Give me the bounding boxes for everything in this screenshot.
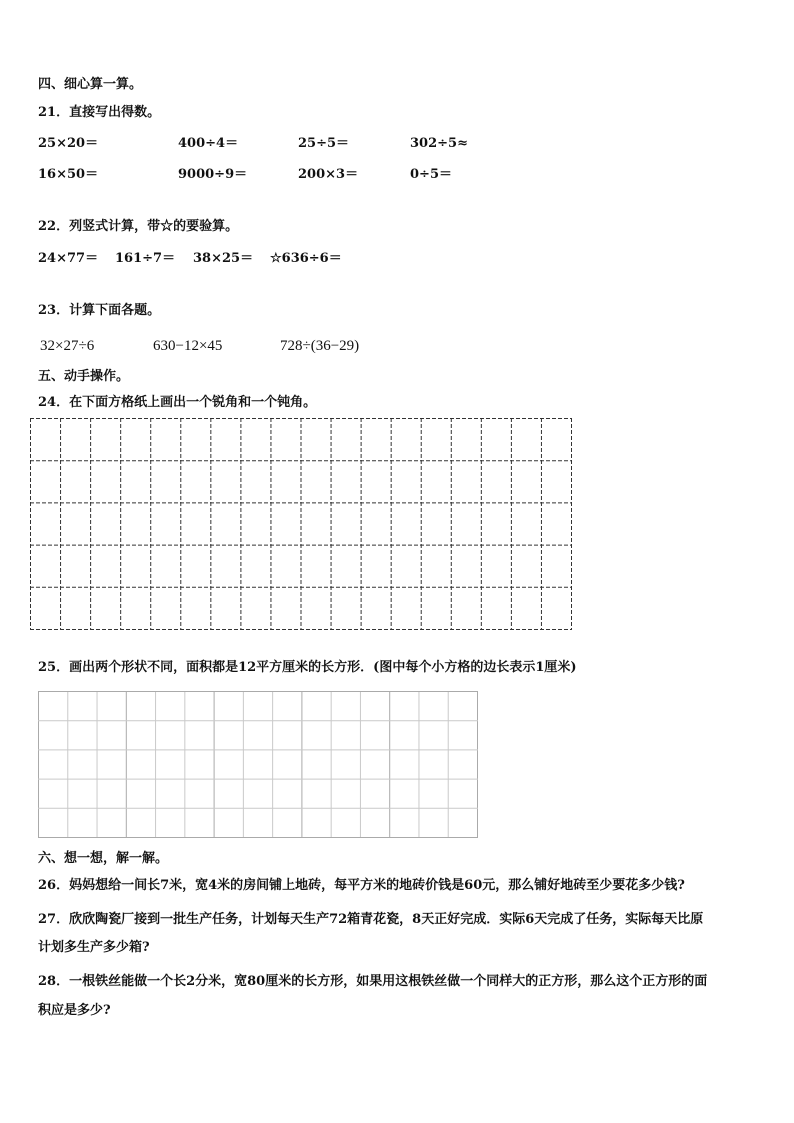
question-23-title: 23．计算下面各题。 [38,303,161,318]
q21-item: 9000÷9＝ [178,167,248,182]
q22-item: 24×77＝ [38,251,99,266]
question-25-title: 25．画出两个形状不同，面积都是12平方厘米的长方形．(图中每个小方格的边长表示1厘米) [38,660,577,675]
q21-item: 0÷5＝ [410,167,452,182]
q21-item: 302÷5≈ [410,136,468,151]
question-28-text-cont: 积应是多少? [38,1003,111,1018]
q23-expression: 32×27÷6 [40,338,95,354]
q21-item: 25×20＝ [38,136,99,151]
question-24-title: 24．在下面方格纸上画出一个锐角和一个钝角。 [38,395,317,410]
q22-item: ☆636÷6＝ [270,251,342,266]
q21-item: 200×3＝ [298,167,359,182]
q21-item: 25÷5＝ [298,136,350,151]
square-grid-paper[interactable] [38,691,478,838]
question-26-text: 26．妈妈想给一间长7米，宽4米的房间铺上地砖，每平方米的地砖价钱是60元，那么铺好地砖至少要花多少钱? [38,878,685,893]
section-four-title: 四、细心算一算。 [38,77,143,92]
question-28-text: 28．一根铁丝能做一个长2分米，宽80厘米的长方形，如果用这根铁丝做一个同样大的正方形，那么这个正方形的面 [38,974,708,989]
question-21-title: 21．直接写出得数。 [38,105,161,120]
question-27-text-cont: 计划多生产多少箱? [38,940,150,955]
dashed-grid-paper[interactable] [30,418,572,630]
question-27-text: 27．欣欣陶瓷厂接到一批生产任务，计划每天生产72箱青花瓷，8天正好完成．实际6天完成了任务，实际每天比原 [38,912,704,927]
section-six-title: 六、想一想，解一解。 [38,851,169,866]
q23-expression: 630−12×45 [153,338,223,354]
question-22-title: 22．列竖式计算，带☆的要验算。 [38,219,239,234]
q21-item: 16×50＝ [38,167,99,182]
q23-expression: 728÷(36−29) [280,338,360,354]
q22-item: 161÷7＝ [115,251,176,266]
q21-item: 400÷4＝ [178,136,239,151]
q22-item: 38×25＝ [193,251,254,266]
section-five-title: 五、动手操作。 [38,369,130,384]
